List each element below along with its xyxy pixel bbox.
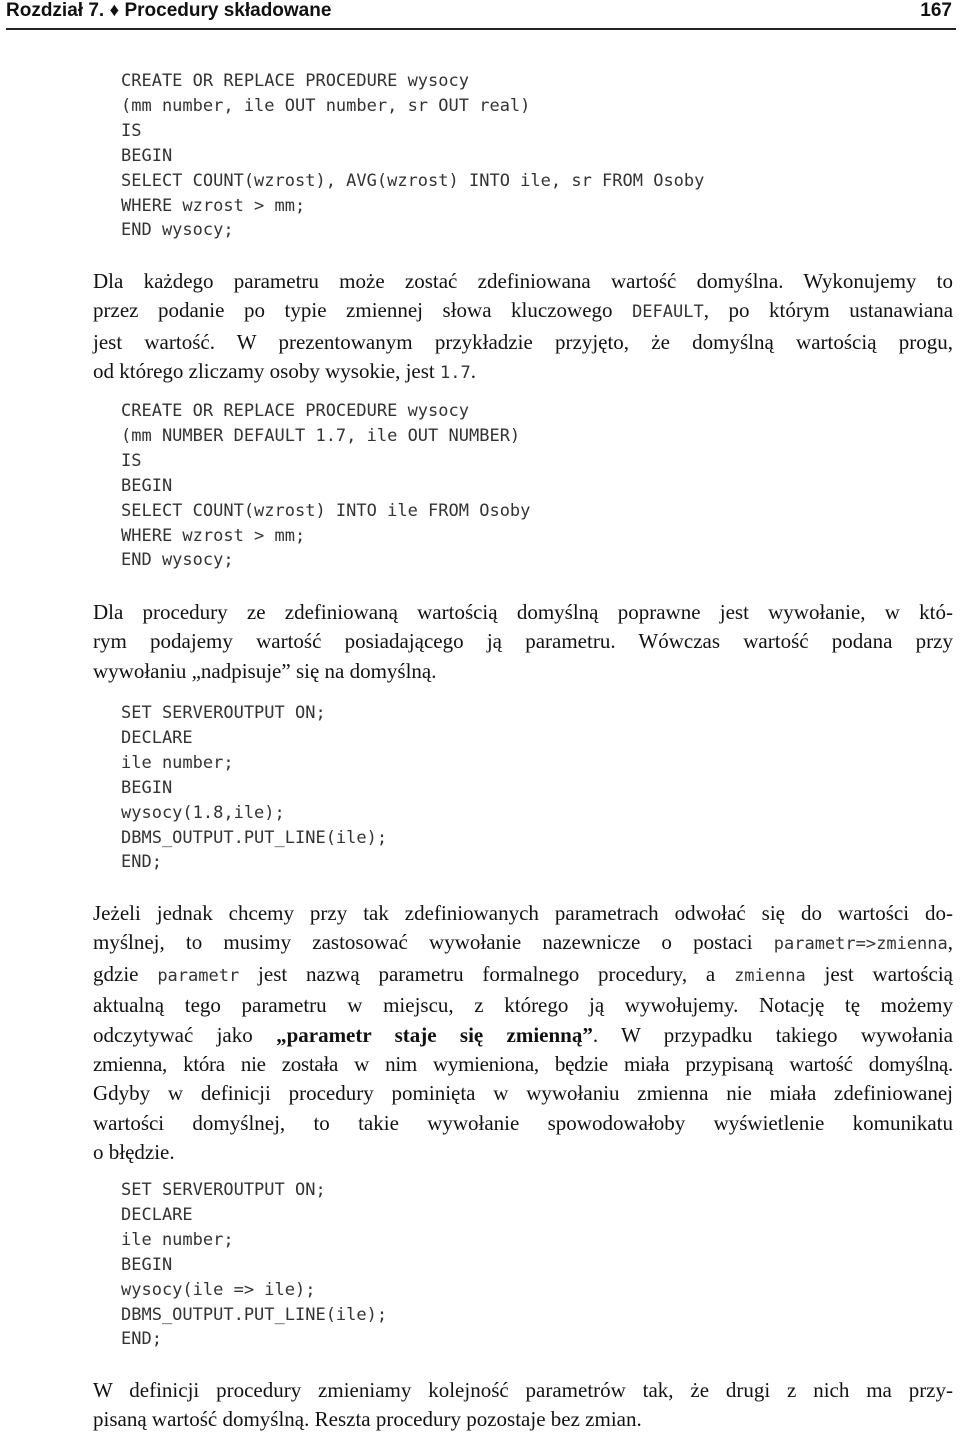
text-line: pisaną wartość domyślną. Reszta procedury pozostaje bez zmian. (93, 1407, 642, 1432)
text-line (93, 296, 953, 327)
code-line: (mm number, ile OUT number, sr OUT real) (121, 95, 531, 116)
inline-code: zmienna (734, 965, 806, 986)
page-header (6, 0, 956, 30)
text: , po którym ustanawiana (703, 298, 954, 323)
code-line: DECLARE (121, 727, 193, 748)
paragraph-call-with-default (93, 598, 953, 686)
code-line: END wysocy; (121, 550, 234, 571)
code-line: wysocy(1.8,ile); (121, 802, 285, 823)
inline-code: parametr=>zmienna (773, 934, 948, 955)
code-line: DBMS_OUTPUT.PUT_LINE(ile); (121, 827, 388, 848)
text-line (93, 1021, 953, 1050)
code-line: SET SERVEROUTPUT ON; (121, 703, 326, 723)
bold-phrase: „parametr staje się zmienną” (276, 1022, 593, 1047)
code-line: ile number; (121, 752, 234, 773)
text: jest nazwą parametru formalnego procedury, a (239, 961, 735, 986)
text: . W przypadku takiego wywołania (592, 1022, 953, 1047)
code-block-procedure-v2 (121, 399, 530, 573)
text-line (93, 960, 953, 991)
text: odczytywać jako (93, 1022, 277, 1047)
code-line: WHERE wzrost > mm; (121, 525, 306, 546)
text-line: Dla procedury ze zdefiniowaną wartością domyślną poprawne jest wywołanie, w któ- (93, 600, 953, 624)
code-line: wysocy(ile => ile); (121, 1279, 316, 1300)
diamond-icon: ♦ (109, 0, 120, 21)
code-line: CREATE OR REPLACE PROCEDURE wysocy (121, 71, 469, 91)
code-line: CREATE OR REPLACE PROCEDURE wysocy (121, 401, 469, 421)
text-line: rym podajemy wartość posiadającego ją parametru. Wówczas wartość podana przy (93, 629, 953, 654)
inline-code: DEFAULT (632, 302, 704, 323)
text: przez podanie po typie zmiennej słowa kluczowego (93, 298, 633, 323)
code-line: DECLARE (121, 1204, 193, 1225)
code-line: IS (121, 450, 142, 471)
code-line: (mm NUMBER DEFAULT 1.7, ile OUT NUMBER) (121, 425, 521, 446)
inline-code: parametr (157, 965, 240, 986)
code-line: ile number; (121, 1229, 234, 1250)
chapter-title (6, 0, 331, 22)
text-line: Dla każdego parametru może zostać zdefiniowana wartość domyślna. Wykonujemy to (93, 269, 953, 293)
code-line: END; (121, 1329, 162, 1350)
code-line: IS (121, 120, 142, 141)
text-line: wartości domyślnej, to takie wywołanie spowodowałoby wyświetlenie komunikatu (93, 1110, 953, 1135)
text: gdzie (93, 961, 158, 986)
text: myślnej, to musimy zastosować wywołanie nazewnicze o postaci (93, 930, 774, 955)
code-block-procedure-v1 (121, 69, 704, 243)
code-block-call-2 (121, 1178, 387, 1352)
paragraph-default-value (93, 267, 953, 389)
code-line: BEGIN (121, 145, 173, 166)
text-line: zmienna, która nie została w nim wymieniona, będzie miała przypisaną wartość domyślną. (93, 1052, 953, 1077)
chapter-label: Rozdział 7. (6, 0, 105, 21)
inline-code: 1.7 (440, 363, 471, 384)
paragraph-parameter-order (93, 1376, 953, 1435)
text: jest wartością (805, 961, 954, 986)
code-line: BEGIN (121, 475, 173, 496)
code-line: SET SERVEROUTPUT ON; (121, 1180, 326, 1200)
code-line: END wysocy; (121, 220, 234, 241)
text-line: W definicji procedury zmieniamy kolejność parametrów tak, że drugi z nich ma przy- (93, 1378, 953, 1402)
code-line: DBMS_OUTPUT.PUT_LINE(ile); (121, 1304, 388, 1325)
text-line: o błędzie. (93, 1140, 175, 1165)
code-line: SELECT COUNT(wzrost) INTO ile FROM Osoby (121, 500, 531, 521)
paragraph-named-notation (93, 899, 953, 1168)
page-number: 167 (920, 0, 952, 21)
code-line: SELECT COUNT(wzrost), AVG(wzrost) INTO ile, sr FROM Osoby (121, 170, 705, 191)
text: , (947, 930, 953, 955)
text: od którego zliczamy osoby wysokie, jest (93, 359, 441, 384)
code-line: WHERE wzrost > mm; (121, 195, 306, 216)
code-block-call-1 (121, 701, 387, 875)
text-line: aktualną tego parametru w miejscu, z którego ją wywołujemy. Notację tę możemy (93, 993, 953, 1018)
code-line: BEGIN (121, 1254, 173, 1275)
text-line: jest wartość. W prezentowanym przykładzie przyjęto, że domyślną wartością progu, (93, 329, 953, 354)
text-line (93, 928, 953, 959)
code-line: END; (121, 852, 162, 873)
text-line: Gdyby w definicji procedury pominięta w wywołaniu zmienna nie miała zdefiniowanej (93, 1081, 953, 1106)
text: . (470, 359, 476, 384)
text-line: Jeżeli jednak chcemy przy tak zdefiniowanych parametrach odwołać się do wartości do- (93, 901, 953, 925)
text-line: wywołaniu „nadpisuje” się na domyślną. (93, 658, 437, 683)
code-line: BEGIN (121, 777, 173, 798)
section-title: Procedury składowane (124, 0, 332, 21)
text-line (93, 357, 953, 388)
